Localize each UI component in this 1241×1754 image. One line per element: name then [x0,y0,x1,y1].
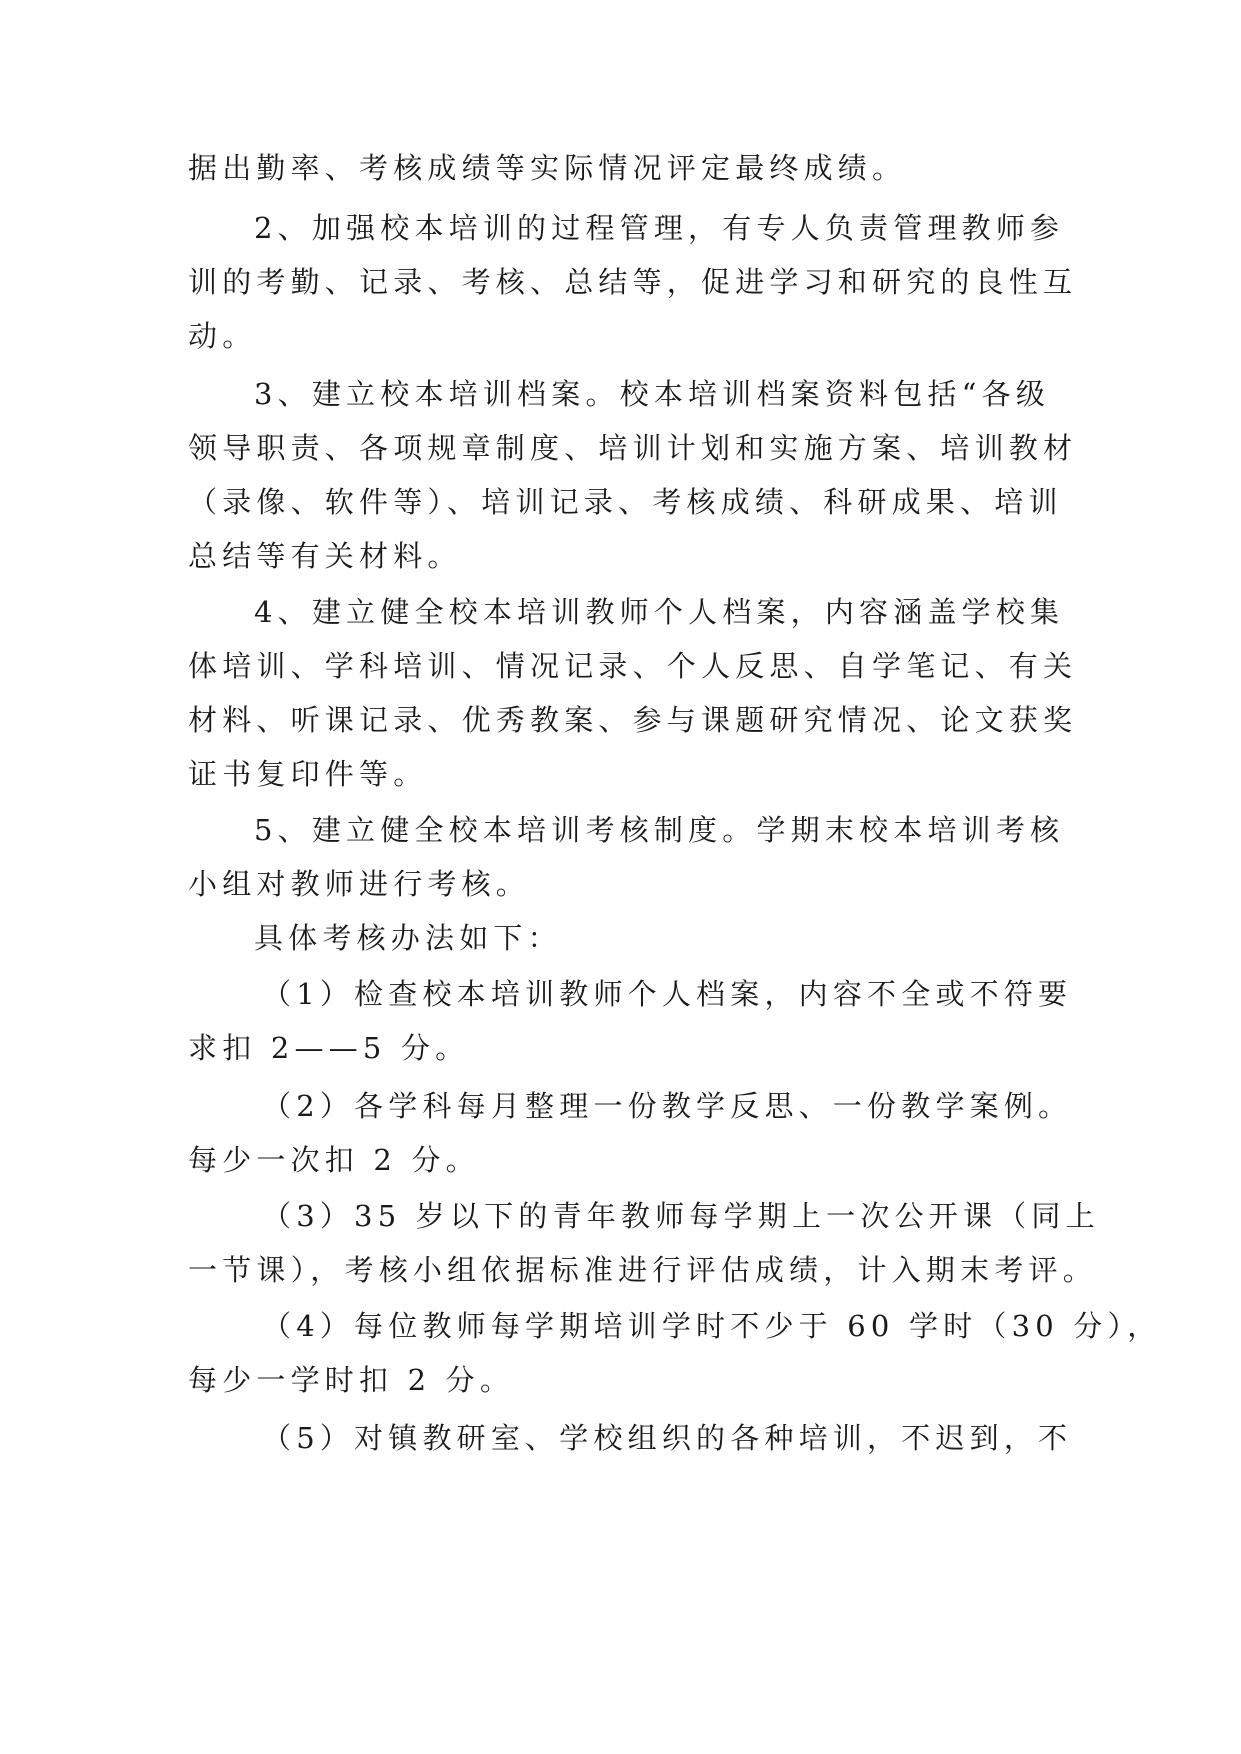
body-text-line: 一节课），考核小组依据标准进行评估成绩，计入期末考评。 [188,1253,1097,1287]
body-text-line: 训的考勤、记录、考核、总结等，促进学习和研究的良性互 [188,265,1078,299]
body-text-line: 动。 [188,319,257,353]
paragraph-5-first-line: 5、建立健全校本培训考核制度。学期末校本培训考核 [254,813,1065,847]
assessment-item-4: （4）每位教师每学期培训学时不少于 60 学时（30 分）， [262,1309,1162,1343]
body-text-line: 体培训、学科培训、情况记录、个人反思、自学笔记、有关 [188,649,1078,683]
assessment-item-5: （5）对镇教研室、学校组织的各种培训，不迟到，不 [262,1421,1073,1455]
assessment-methods-heading: 具体考核办法如下： [254,921,562,955]
body-text-line: 领导职责、各项规章制度、培训计划和实施方案、培训教材 [188,431,1078,465]
body-text-line: 求扣 2——5 分。 [188,1031,470,1065]
paragraph-4-first-line: 4、建立健全校本培训教师个人档案，内容涵盖学校集 [254,595,1065,629]
body-text-line: 每少一次扣 2 分。 [188,1143,480,1177]
body-text-line: 证书复印件等。 [188,757,428,791]
paragraph-3-first-line: 3、建立校本培训档案。校本培训档案资料包括“各级 [254,377,1051,411]
body-text-line: （录像、软件等）、培训记录、考核成绩、科研成果、培训 [188,485,1063,519]
assessment-item-3: （3）35 岁以下的青年教师每学期上一次公开课（同上 [262,1199,1100,1233]
assessment-item-1: （1）检查校本培训教师个人档案，内容不全或不符要 [262,977,1073,1011]
paragraph-2-first-line: 2、加强校本培训的过程管理，有专人负责管理教师参 [254,211,1065,245]
body-text-line: 据出勤率、考核成绩等实际情况评定最终成绩。 [188,151,907,185]
assessment-item-2: （2）各学科每月整理一份教学反思、一份教学案例。 [262,1089,1073,1123]
body-text-line: 材料、听课记录、优秀教案、参与课题研究情况、论文获奖 [188,703,1078,737]
body-text-line: 总结等有关材料。 [188,539,462,573]
body-text-line: 每少一学时扣 2 分。 [188,1363,515,1397]
body-text-line: 小组对教师进行考核。 [188,867,531,901]
